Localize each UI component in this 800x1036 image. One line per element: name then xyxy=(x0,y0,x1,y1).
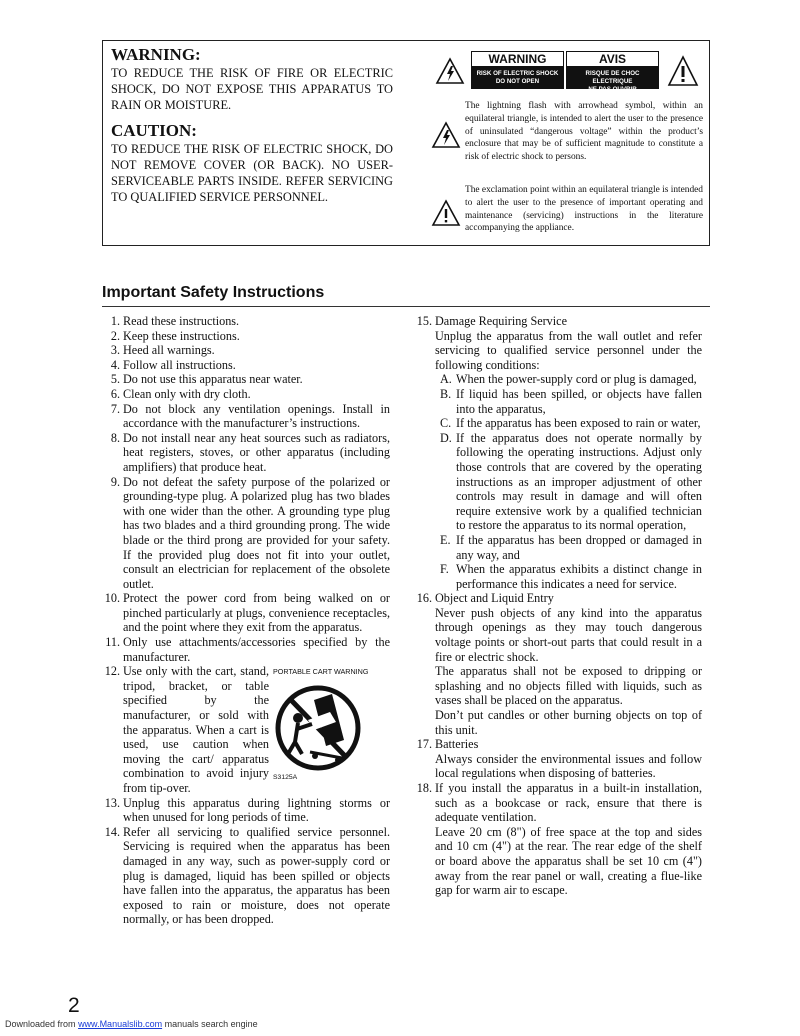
page-number: 2 xyxy=(68,994,80,1017)
list-item: 11. Only use attachments/accessories specified by the manufacturer. xyxy=(105,635,390,664)
cart-warning-figure xyxy=(270,665,385,786)
section-divider xyxy=(102,306,710,307)
warning-label-line2: DO NOT OPEN xyxy=(495,78,540,85)
condition-item: C. If the apparatus has been exposed to rain or water, xyxy=(440,416,701,431)
warning-label-title: WARNING xyxy=(472,52,563,67)
condition-item: A. When the power-supply cord or plug is damaged, xyxy=(440,372,697,387)
exclamation-symbol-icon xyxy=(431,199,461,227)
warning-heading: WARNING: xyxy=(111,45,201,64)
list-item: 1. Read these instructions. xyxy=(110,314,240,328)
footer-suffix: manuals search engine xyxy=(164,1019,258,1029)
exclamation-description: The exclamation point within an equilateral triangle is intended to alert the user to the presence of important operating and maintenance (servicing) instructions in the literature accompanying the appliance. xyxy=(465,185,703,234)
footer xyxy=(5,1019,258,1029)
warning-caution-text xyxy=(111,45,393,209)
condition-item: B. If liquid has been spilled, or objects have fallen into the apparatus, xyxy=(440,386,702,416)
warning-label-line1: RISK OF ELECTRIC SHOCK xyxy=(476,70,559,77)
list-item: 10. Protect the power cord from being walked on or pinched particularly at plugs, convenience receptacles, and the point where they exit from the apparatus. xyxy=(104,591,390,635)
lightning-description: The lightning flash with arrowhead symbol, within an equilateral triangle, is intended to alert the user to the presence of uninsulated “dangerous voltage” within the product’s enclosure that may be of sufficient magnitude to constitute a risk of electric shock to persons. xyxy=(465,101,703,163)
cart-tip-over-icon xyxy=(270,680,366,772)
instructions-right-column xyxy=(416,314,702,898)
avis-label-line2: NE PAS OUVRIR xyxy=(588,86,637,93)
damage-conditions xyxy=(435,372,702,591)
condition-item: F. When the apparatus exhibits a distinct change in performance this indicates a need for service. xyxy=(440,562,702,591)
list-item: 18. If you install the apparatus in a built-in installation, such as a bookcase or rack, ensure that there is adequate ventilation. Leave 20 cm (8") of free space at the top and sides and 10 cm (4") at the rear. The rear edge of the shelf or board above the apparatus shall be set 10 cm (4") away from the rear panel or wall, creating a flue-like gap for warm air to escape. xyxy=(416,781,702,898)
exclamation-triangle-icon xyxy=(667,55,699,87)
footer-prefix: Downloaded from xyxy=(5,1019,76,1029)
avis-label xyxy=(566,51,659,93)
list-item: 9. Do not defeat the safety purpose of the polarized or grounding-type plug. A polarized plug has two blades with one wider than the other. A grounding type plug has two blades and a third grounding prong. The wide blade or the third prong are provided for your safety. If the provided plug does not fit into your outlet, consult an electrician for replacement of the obsolete outlet. xyxy=(110,474,390,591)
list-item: 7. Do not block any ventilation openings. Install in accordance with the manufacturer’s instructions. xyxy=(110,401,390,431)
caution-heading: CAUTION: xyxy=(111,121,197,140)
list-item: 8. Do not install near any heat sources such as radiators, heat registers, stoves, or other apparatus (including amplifiers) that produce heat. xyxy=(110,430,390,474)
section-title: Important Safety Instructions xyxy=(102,284,325,301)
list-item-damage: 15. Damage Requiring Service Unplug the apparatus from the wall outlet and refer servicing to qualified service personnel under the following conditions: A. When the power-supply cord or plug is damaged, B. If liquid has been spilled, or objects have fallen into the apparatus, C. If the apparatus has been exposed to rain or water, D. If the apparatus does not operate normally by following the operating instructions. Adjust only those controls that are covered by the operating instructions as an improper adjustment of other controls may result in damage and will often require extensive work by a qualified technician to restore the apparatus to its normal operation, E. If the apparatus has been dropped or damaged in any way, and F. When the apparatus exhibits a distinct change in performance this indicates a need for service. xyxy=(416,314,702,591)
warning-label xyxy=(471,51,564,89)
shock-warning-labels xyxy=(471,51,661,93)
condition-item: D. If the apparatus does not operate normally by following the operating instructions. Adjust only those controls that are covered by the operating instructions as an improper adjustment of other controls may result in damage and will often require extensive work by a qualified technician to restore the apparatus to its normal operation, xyxy=(440,430,702,533)
lightning-symbol-icon xyxy=(431,121,461,149)
avis-label-line1: RISQUE DE CHOC ELECTRIQUE xyxy=(585,70,640,85)
list-item: 3. Heed all warnings. xyxy=(110,343,215,358)
list-item: 4. Follow all instructions. xyxy=(110,357,236,372)
caution-text: TO REDUCE THE RISK OF ELECTRIC SHOCK, DO NOT REMOVE COVER (OR BACK). NO USER-SERVICEABLE PARTS INSIDE. REFER SERVICING TO QUALIFIED SERVICE PERSONNEL. xyxy=(111,142,393,204)
list-item: 16. Object and Liquid Entry Never push objects of any kind into the apparatus through openings as they may touch dangerous voltage points or short-out parts that could result in a fire or electric shock. The apparatus shall not be exposed to dripping or splashing and no objects filled with liquids, such as vases shall be placed on the apparatus. Don’t put candles or other burning objects on top of this unit. xyxy=(416,591,702,737)
list-item: 5. Do not use this apparatus near water. xyxy=(110,372,303,387)
list-item: 13. Unplug this apparatus during lightning storms or when unused for long periods of time. xyxy=(104,795,390,825)
instructions-left-column xyxy=(104,314,390,927)
warning-box xyxy=(102,40,710,246)
list-item: 6. Clean only with dry cloth. xyxy=(110,386,251,401)
lightning-triangle-icon xyxy=(435,57,465,85)
list-item: 14. Refer all servicing to qualified service personnel. Servicing is required when the apparatus has been damaged in any way, such as power-supply cord or plug is damaged, liquid has been spilled or objects have fallen into the apparatus, the apparatus has been exposed to rain or moisture, does not operate normally, or has been dropped. xyxy=(104,824,390,927)
manualslib-link[interactable]: www.Manualslib.com xyxy=(78,1019,163,1029)
avis-label-title: AVIS xyxy=(567,52,658,67)
cart-caption: PORTABLE CART WARNING xyxy=(273,667,369,677)
cart-code: S3125A xyxy=(273,774,298,782)
warning-text: TO REDUCE THE RISK OF FIRE OR ELECTRIC SHOCK, DO NOT EXPOSE THIS APPARATUS TO RAIN OR MOISTURE. xyxy=(111,66,393,112)
list-item: 17. Batteries Always consider the environmental issues and follow local regulations when disposing of batteries. xyxy=(416,737,702,781)
list-item-cart: 12. Use only with the cart, stand, tripod, bracket, or table specified by the manufacturer, or sold with the apparatus. When a cart is used, use caution when moving the cart/ apparatus combination to avoid injury from tip-over. PORTABLE CART WARNING S3125A xyxy=(108,664,390,795)
list-item: 2. Keep these instructions. xyxy=(110,328,240,343)
condition-item: E. If the apparatus has been dropped or damaged in any way, and xyxy=(440,532,702,562)
